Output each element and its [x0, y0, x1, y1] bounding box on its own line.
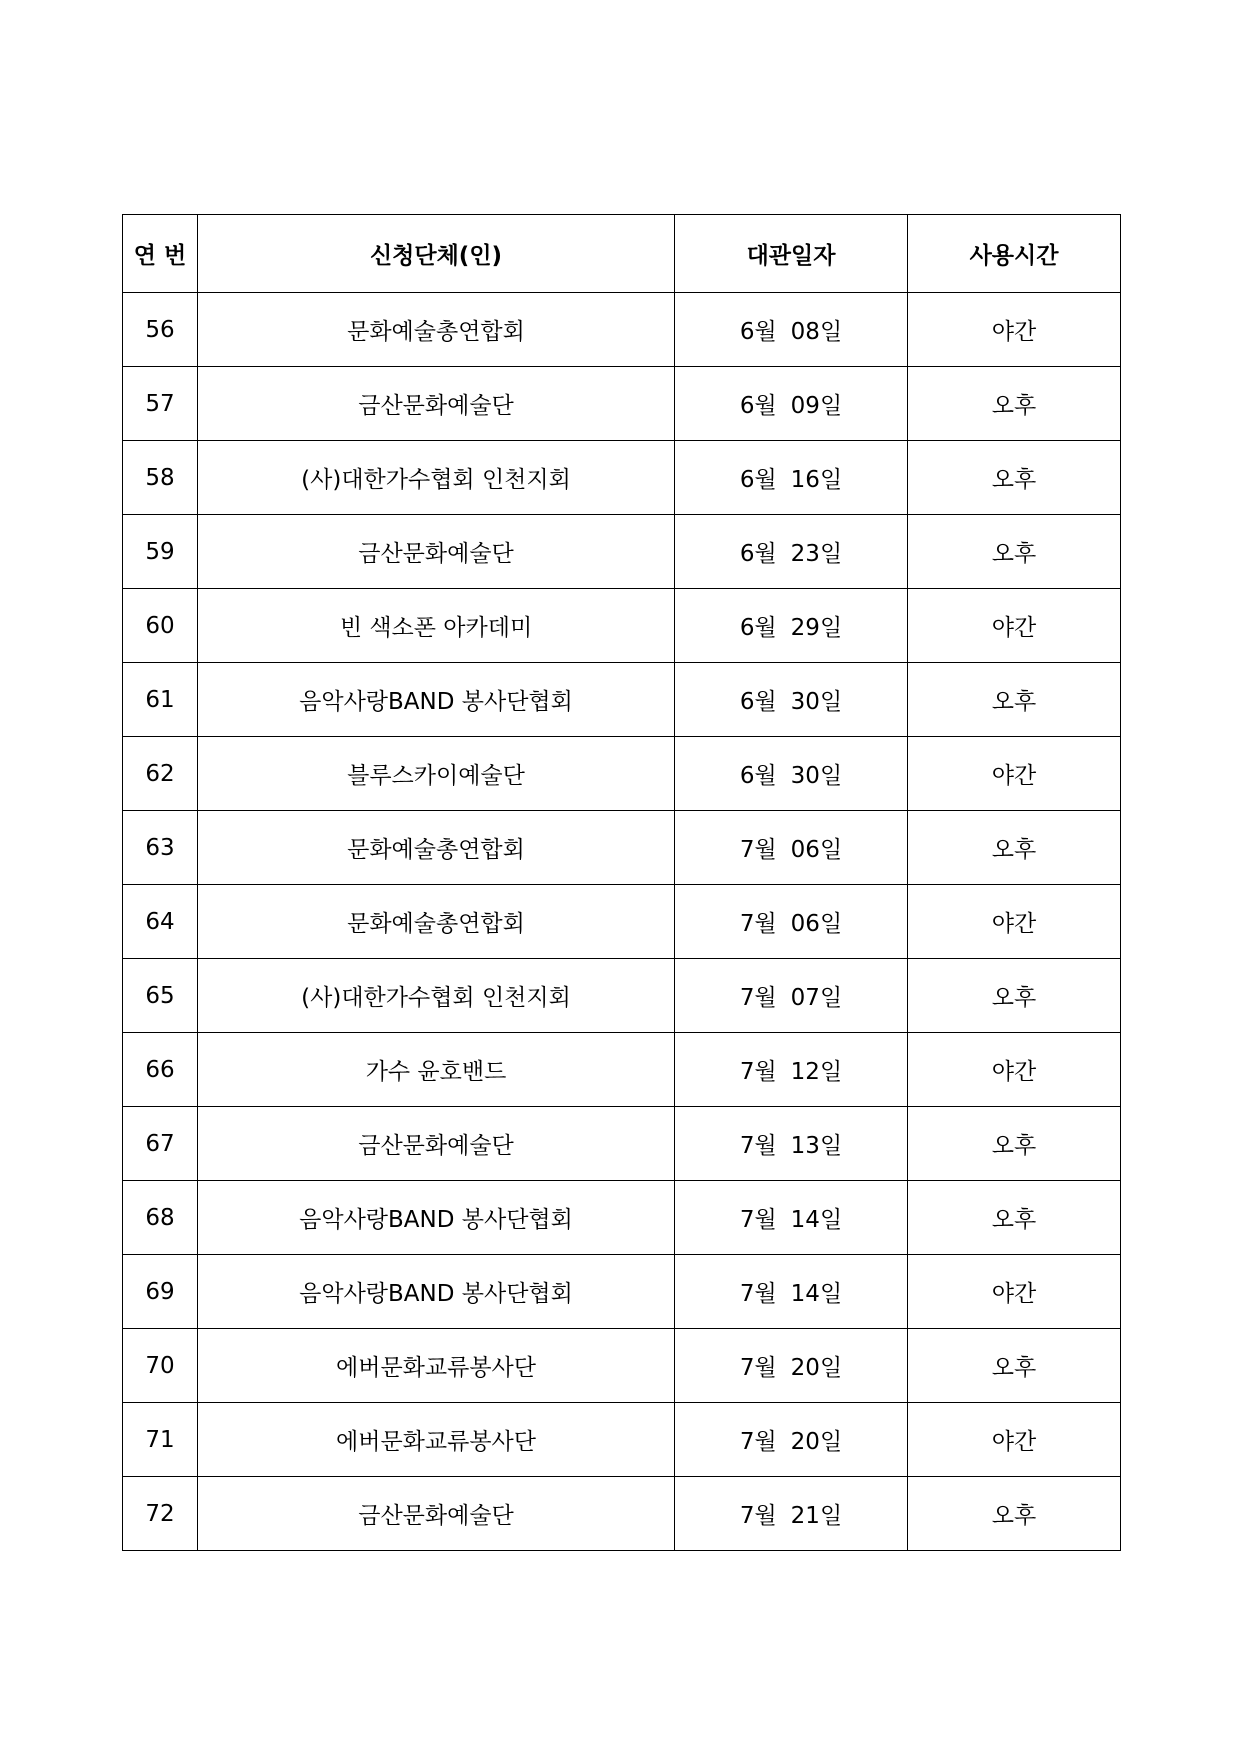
- row-number: 60: [123, 589, 198, 663]
- rental-day: 30일: [790, 689, 843, 715]
- row-organization: 문화예술총연합회: [198, 811, 675, 885]
- row-usage-time: 오후: [908, 441, 1121, 515]
- header-number: 연 번: [123, 215, 198, 293]
- header-rental-date: 대관일자: [675, 215, 908, 293]
- row-rental-date: [675, 1181, 908, 1255]
- row-usage-time: 야간: [908, 1033, 1121, 1107]
- row-usage-time: 오후: [908, 811, 1121, 885]
- rental-day: 16일: [790, 467, 843, 493]
- rental-month: 6월: [739, 319, 777, 345]
- row-usage-time: 오후: [908, 959, 1121, 1033]
- row-rental-date: [675, 1255, 908, 1329]
- row-rental-date: [675, 1107, 908, 1181]
- row-organization: 음악사랑BAND 봉사단협회: [198, 1181, 675, 1255]
- rental-day: 14일: [790, 1281, 843, 1307]
- rental-day: 07일: [790, 985, 843, 1011]
- row-rental-date: [675, 885, 908, 959]
- table-row: [123, 1107, 1121, 1181]
- rental-month: 6월: [739, 467, 777, 493]
- row-usage-time: 오후: [908, 367, 1121, 441]
- row-number: 66: [123, 1033, 198, 1107]
- rental-day: 23일: [790, 541, 843, 567]
- rental-month: 6월: [739, 541, 777, 567]
- row-usage-time: 오후: [908, 515, 1121, 589]
- table-row: [123, 1181, 1121, 1255]
- row-rental-date: [675, 515, 908, 589]
- table-row: [123, 367, 1121, 441]
- row-number: 63: [123, 811, 198, 885]
- rental-month: 6월: [739, 689, 777, 715]
- table-row: [123, 589, 1121, 663]
- row-organization: 금산문화예술단: [198, 515, 675, 589]
- rental-month: 7월: [739, 1503, 777, 1529]
- table-row: [123, 1477, 1121, 1551]
- rental-day: 06일: [790, 911, 843, 937]
- row-rental-date: [675, 737, 908, 811]
- table-header-row: [123, 215, 1121, 293]
- row-number: 56: [123, 293, 198, 367]
- row-number: 57: [123, 367, 198, 441]
- rental-day: 30일: [790, 763, 843, 789]
- row-organization: 금산문화예술단: [198, 1477, 675, 1551]
- rental-month: 6월: [739, 393, 777, 419]
- row-organization: 가수 윤호밴드: [198, 1033, 675, 1107]
- row-usage-time: 야간: [908, 293, 1121, 367]
- row-number: 62: [123, 737, 198, 811]
- row-organization: (사)대한가수협회 인천지회: [198, 959, 675, 1033]
- row-number: 59: [123, 515, 198, 589]
- rental-month: 7월: [739, 985, 777, 1011]
- rental-month: 7월: [739, 1059, 777, 1085]
- row-number: 71: [123, 1403, 198, 1477]
- row-number: 68: [123, 1181, 198, 1255]
- rental-day: 12일: [790, 1059, 843, 1085]
- rental-month: 6월: [739, 763, 777, 789]
- rental-month: 7월: [739, 911, 777, 937]
- table-row: [123, 1255, 1121, 1329]
- row-rental-date: [675, 1477, 908, 1551]
- rental-day: 06일: [790, 837, 843, 863]
- table-row: [123, 1329, 1121, 1403]
- row-organization: 음악사랑BAND 봉사단협회: [198, 1255, 675, 1329]
- header-organization: 신청단체(인): [198, 215, 675, 293]
- row-number: 64: [123, 885, 198, 959]
- row-organization: 에버문화교류봉사단: [198, 1403, 675, 1477]
- rental-month: 6월: [739, 615, 777, 641]
- rental-schedule-table: [122, 214, 1121, 1551]
- row-usage-time: 야간: [908, 1403, 1121, 1477]
- rental-day: 20일: [790, 1355, 843, 1381]
- row-number: 69: [123, 1255, 198, 1329]
- table-row: [123, 441, 1121, 515]
- row-usage-time: 야간: [908, 589, 1121, 663]
- row-usage-time: 야간: [908, 885, 1121, 959]
- row-rental-date: [675, 1033, 908, 1107]
- rental-day: 09일: [790, 393, 843, 419]
- row-number: 70: [123, 1329, 198, 1403]
- row-rental-date: [675, 811, 908, 885]
- table-row: [123, 293, 1121, 367]
- row-organization: 빈 색소폰 아카데미: [198, 589, 675, 663]
- table-row: [123, 515, 1121, 589]
- rental-month: 7월: [739, 837, 777, 863]
- table-row: [123, 1403, 1121, 1477]
- table-row: [123, 959, 1121, 1033]
- row-rental-date: [675, 367, 908, 441]
- row-rental-date: [675, 959, 908, 1033]
- row-usage-time: 야간: [908, 737, 1121, 811]
- row-rental-date: [675, 293, 908, 367]
- row-organization: 에버문화교류봉사단: [198, 1329, 675, 1403]
- row-organization: (사)대한가수협회 인천지회: [198, 441, 675, 515]
- row-organization: 문화예술총연합회: [198, 885, 675, 959]
- row-rental-date: [675, 589, 908, 663]
- row-usage-time: 오후: [908, 1477, 1121, 1551]
- rental-month: 7월: [739, 1429, 777, 1455]
- row-organization: 문화예술총연합회: [198, 293, 675, 367]
- row-rental-date: [675, 1329, 908, 1403]
- row-organization: 블루스카이예술단: [198, 737, 675, 811]
- table-body: [123, 293, 1121, 1551]
- rental-day: 08일: [790, 319, 843, 345]
- row-organization: 금산문화예술단: [198, 367, 675, 441]
- rental-month: 7월: [739, 1207, 777, 1233]
- row-number: 72: [123, 1477, 198, 1551]
- rental-month: 7월: [739, 1355, 777, 1381]
- rental-day: 21일: [790, 1503, 843, 1529]
- table-row: [123, 885, 1121, 959]
- row-rental-date: [675, 1403, 908, 1477]
- row-number: 67: [123, 1107, 198, 1181]
- table-row: [123, 811, 1121, 885]
- row-number: 61: [123, 663, 198, 737]
- row-usage-time: 오후: [908, 1329, 1121, 1403]
- row-number: 58: [123, 441, 198, 515]
- rental-month: 7월: [739, 1133, 777, 1159]
- row-number: 65: [123, 959, 198, 1033]
- rental-day: 14일: [790, 1207, 843, 1233]
- rental-day: 13일: [790, 1133, 843, 1159]
- row-organization: 금산문화예술단: [198, 1107, 675, 1181]
- table-row: [123, 663, 1121, 737]
- table-row: [123, 737, 1121, 811]
- row-rental-date: [675, 441, 908, 515]
- row-usage-time: 오후: [908, 663, 1121, 737]
- rental-day: 20일: [790, 1429, 843, 1455]
- row-rental-date: [675, 663, 908, 737]
- header-usage-time: 사용시간: [908, 215, 1121, 293]
- row-usage-time: 야간: [908, 1255, 1121, 1329]
- row-usage-time: 오후: [908, 1107, 1121, 1181]
- table-row: [123, 1033, 1121, 1107]
- rental-day: 29일: [790, 615, 843, 641]
- rental-month: 7월: [739, 1281, 777, 1307]
- row-usage-time: 오후: [908, 1181, 1121, 1255]
- row-organization: 음악사랑BAND 봉사단협회: [198, 663, 675, 737]
